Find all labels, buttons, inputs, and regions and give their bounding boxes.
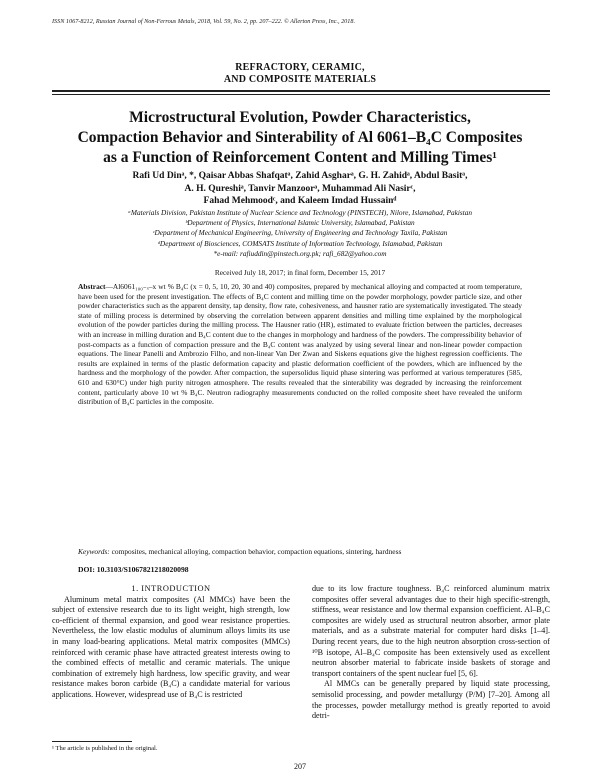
intro-paragraph-2: due to its low fracture toughness. B₄C reinforced aluminum matrix composites offer several advantages due to their high specific-strength, stiffness, wear resistance and low thermal expansion coefficient. Al–B₄C composites are widely used as structural neutron absorber, armor plate materials, and as a substrate material for computer hard disks [1–4]. During recent years, due to the high neutron absorption cross-section of ¹⁰B isotope, Al–B₄C composite has been extensively used as excellent neutron absorber material to fabricate inside baskets of storage and transport containers of the spent nuclear fuel [5, 6].: [312, 584, 550, 678]
section-label: [170, 62, 430, 86]
intro-paragraph-1: Aluminum metal matrix composites (Al MMCs) have been the subject of extensive research due to its light weight, high strength, low co-efficient of thermal expansion, and good wear resistance properties. Nevertheless, the low elastic modulus of aluminum alloys limits its use in many load-bearing applications. Metal matrix composites (MMCs) reinforced with ceramic phase have attracted greatest interests owing to the combined effects of metallic and ceramic materials. The unique combination of extremely high hardness, low specific gravity, and wear resistance makes boron carbide (B₄C) a candidate material for various applications. However, widespread use of B₄C is restricted: [52, 594, 290, 699]
page-number: 207: [294, 762, 306, 771]
contact-email: *e-mail: rafiuddin@pinstech.org.pk; rafi_682@yahoo.com: [213, 248, 387, 258]
section-label-line1: REFRACTORY, CERAMIC,: [235, 62, 365, 73]
footnote: ¹ The article is published in the original.: [52, 745, 158, 752]
footnote-rule: [52, 741, 132, 742]
journal-header: ISSN 1067-8212, Russian Journal of Non-Ferrous Metals, 2018, Vol. 59, No. 2, pp. 207–222. © Allerton Press, Inc., 2018.: [52, 18, 356, 25]
affiliation-d: ᵈDepartment of Biosciences, COMSATS Institute of Information Technology, Islamabad, Pakistan: [157, 238, 443, 248]
section-rule-bottom: [52, 94, 550, 95]
section-rule-top: [52, 90, 550, 92]
title-line1: Microstructural Evolution, Powder Characteristics,: [129, 109, 471, 126]
doi: DOI: 10.3103/S1067821218020098: [78, 565, 189, 574]
authors-line1: Rafi Ud Dinᵃ, *, Qaisar Abbas Shafqatᵃ, Zahid Asgharᵃ, G. H. Zahidᵃ, Abdul Basitᵃ,: [132, 171, 468, 181]
received-dates: Received July 18, 2017; in final form, December 15, 2017: [214, 268, 386, 277]
authors-line2: A. H. Qureshiᵃ, Tanvir Manzoorᵃ, Muhammad Ali Nasirᶜ,: [184, 183, 416, 194]
abstract-label: Abstract: [78, 282, 106, 291]
intro-heading: 1. INTRODUCTION: [131, 584, 211, 593]
left-column: [52, 584, 290, 701]
title-line2: Compaction Behavior and Sinterability of Al 6061–B₄C Composites: [77, 129, 523, 146]
abstract-text: —Al6061₁₀₀₋ₓ–x wt % B₄C (x = 0, 5, 10, 20, 30 and 40) composites, prepared by mechanical alloying and compacted at room temperature, have been used for the present investigation. The effects of B₄C content and milling time on the powder morphology, powder particle size, and other powder characteristics such as the apparent density, tap density, flow rate, cohesiveness, and hausner ratio are systematically investigated. The steady state of milling process is determined by observing the correlation between apparent densities and milling time explained by the morphological evolution of the powder particles during the milling process. The Hausner ratio (HR), estimated to evaluate friction between the particles, decreases with an increase in milling duration and B₄C content due to the changes in morphology and hardness of the powders. The compressibility behavior of post-compacts as a function of compaction pressure and the B₄C content was analyzed by using several linear and non-linear powder compaction equations. The linear Panelli and Ambrozio Filho, and non-linear Van Der Zwan and Siskens equations give the highest regression coefficients. The results are explained in terms of the plastic deformation capacity and plastic deformation coefficient of the powders, which are influenced by the hardness and the morphology of the powder. After compaction, the supersolidus liquid phase sintering was performed at various temperatures (585, 610 and 630°C) under high purity nitrogen atmosphere. The results revealed that the sinterability was degraded by increasing the reinforcement content, particularly above 10 wt % B₄C. Neutron radiography measurements conducted on the rolled composite sheet have revealed the uniform distribution of B₄C particles in the composite.: [78, 282, 522, 407]
affiliation-a: ᵃMaterials Division, Pakistan Institute of Nuclear Science and Technology (PINSTECH), Nilore, Islamabad, Pakistan: [127, 208, 473, 217]
right-column: [312, 584, 550, 722]
title-line3: as a Function of Reinforcement Content and Milling Times¹: [103, 149, 497, 166]
affiliations: [60, 208, 540, 259]
intro-paragraph-3: Al MMCs can be generally prepared by liquid state processing, semisolid processing, and powder metallurgy (P/M) [7–20]. Among all the processes, powder metallurgy method is greatly reported to avoid detri-: [312, 679, 550, 721]
abstract: [78, 282, 522, 407]
keywords-text: composites, mechanical alloying, compaction behavior, compaction equations, sintering, hardness: [111, 547, 402, 556]
keywords: [78, 547, 522, 557]
article-title: [60, 108, 540, 168]
affiliation-b: ᵇDepartment of Physics, International Islamic University, Islamabad, Pakistan: [185, 218, 415, 228]
authors-line3: Fahad Mehmoodᶜ, and Kaleem Imdad Hussainᵈ: [203, 196, 397, 206]
keywords-label: Keywords:: [78, 547, 110, 556]
affiliation-c: ᶜDepartment of Mechanical Engineering, University of Engineering and Technology Taxila, Pakistan: [152, 228, 448, 238]
author-list: [70, 170, 530, 208]
section-label-line2: AND COMPOSITE MATERIALS: [223, 74, 377, 85]
